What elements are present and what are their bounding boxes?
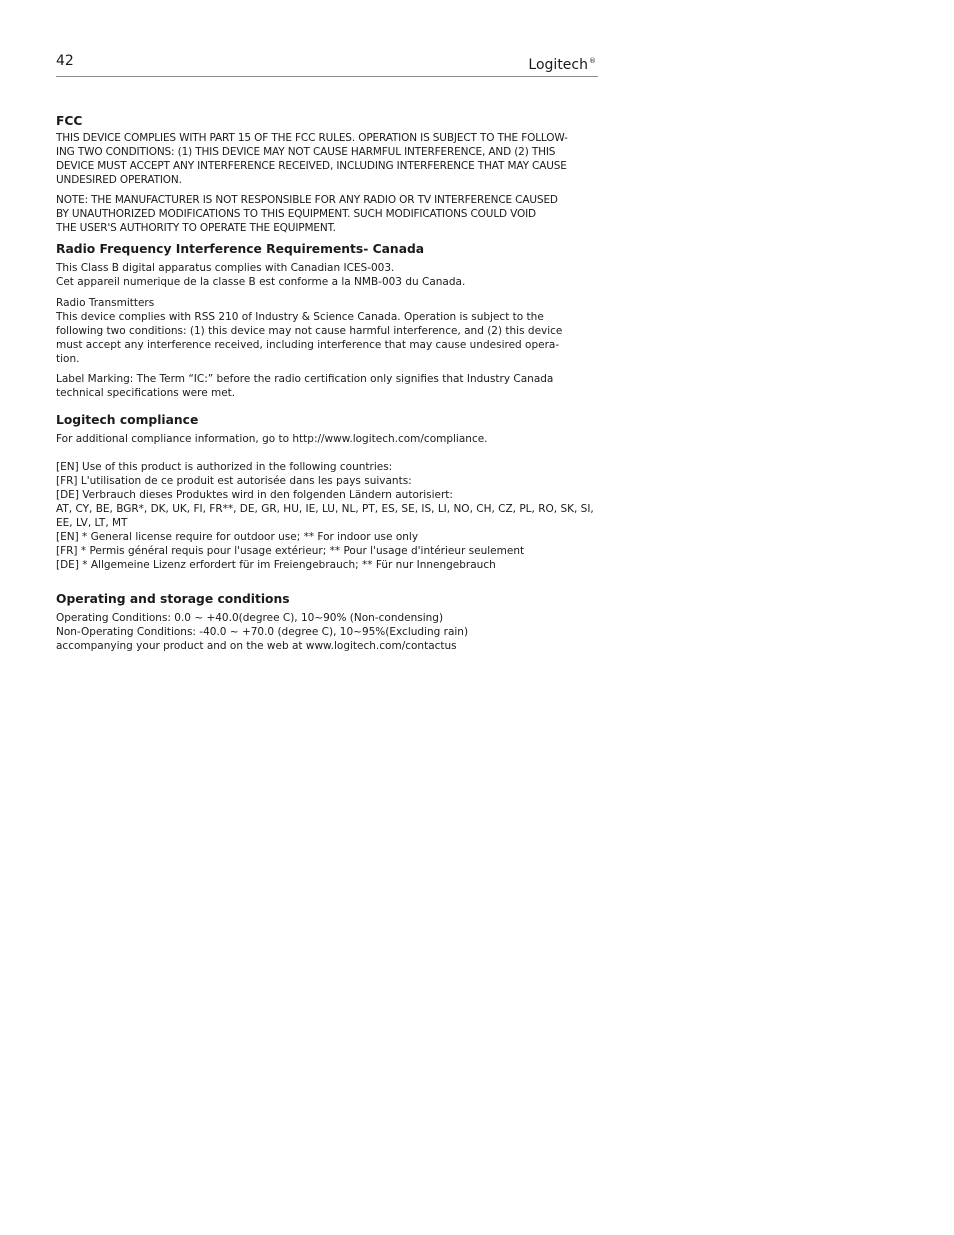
label-marking-statement: Label Marking: The Term “IC:” before the radio certification only signifies that Industry Canada technical specifications were met. (56, 373, 554, 399)
conditions-heading: Operating and storage conditions (56, 592, 290, 606)
registered-mark: ® (589, 57, 596, 65)
page-content (56, 113, 598, 653)
canada-section (56, 241, 598, 400)
conditions-statement: Operating Conditions: 0.0 ~ +40.0(degree C), 10~90% (Non-condensing) Non-Operating Conditions: -40.0 ~ +70.0 (degree C), 10~95%(Excluding rain) accompanying your product and on the web at www.logitech.com/contactus (56, 612, 469, 652)
brand-name (528, 52, 596, 74)
fcc-compliance-statement: THIS DEVICE COMPLIES WITH PART 15 OF THE FCC RULES. OPERATION IS SUBJECT TO THE FOLLOW- ING TWO CONDITIONS: (1) THIS DEVICE MAY NOT CAUSE HARMFUL INTERFERENCE, AND (2) THIS DEVICE MUST ACCEPT ANY INTERFERENCE RECEIVED, INCLUDING INTERFERENCE THAT MAY CAUSE UNDESIRED OPERATION. (56, 132, 568, 186)
page-number: 42 (56, 53, 74, 69)
authorized-countries-statement: [EN] Use of this product is authorized in the following countries: [FR] L'utilisation de ce produit est autorisée dans les pays suivants: [DE] Verbrauch dieses Produktes wird in den folgenden Ländern autorisiert: AT, CY, BE, BGR*, DK, UK, FI, FR**, DE, GR, HU, IE, LU, NL, PT, ES, SE, IS, LI, NO, CH, CZ, PL, RO, SK, SI, EE, LV, LT, MT [EN] * General license require for outdoor use; ** For indoor use only [FR] * Permis général requis pour l'usage extérieur; ** Pour l'usage d'intérieur seulement [DE] * Allgemeine Lizenz erfordert für im Freiengebrauch; ** Für nur Innengebrauch (56, 461, 594, 571)
fcc-heading: FCC (56, 114, 83, 128)
fcc-section (56, 113, 598, 235)
page-header (56, 52, 598, 77)
fcc-manufacturer-note: NOTE: THE MANUFACTURER IS NOT RESPONSIBLE FOR ANY RADIO OR TV INTERFERENCE CAUSED BY UNAUTHORIZED MODIFICATIONS TO THIS EQUIPMENT. SUCH MODIFICATIONS COULD VOID THE USER'S AUTHORITY TO OPERATE THE EQUIPMENT. (56, 194, 558, 234)
radio-transmitters-statement: Radio Transmitters This device complies with RSS 210 of Industry & Science Canada. Operation is subject to the following two conditions: (1) this device may not cause harmful interference, and (2) this device must accept any interference received, including interference that may cause undesired opera- tion. (56, 297, 563, 365)
compliance-link-statement: For additional compliance information, go to http://www.logitech.com/compliance. (56, 433, 488, 445)
compliance-heading: Logitech compliance (56, 413, 199, 427)
canada-ices-statement: This Class B digital apparatus complies with Canadian ICES-003. Cet appareil numerique de la classe B est conforme a la NMB-003 du Canada. (56, 262, 466, 288)
brand-label: Logitech (528, 57, 588, 73)
canada-heading: Radio Frequency Interference Requirements- Canada (56, 242, 425, 256)
document-page (56, 52, 598, 652)
conditions-section (56, 591, 598, 653)
compliance-section (56, 412, 598, 572)
